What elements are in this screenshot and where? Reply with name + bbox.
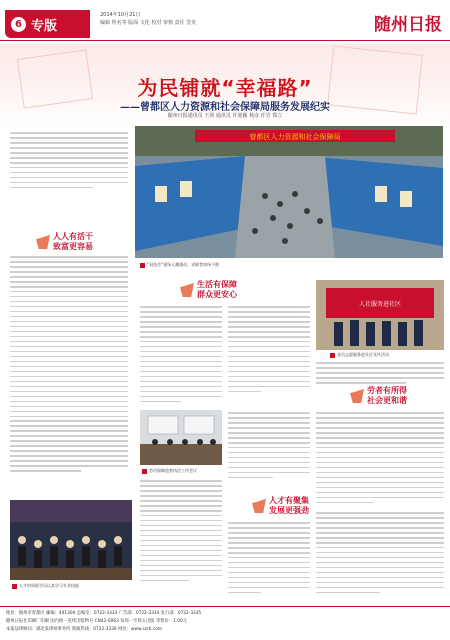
section-title: 群众更安心 [197,290,237,299]
newspaper-logo: 随州日报 [374,15,442,35]
headline: 为民铺就“幸福路” [137,76,313,100]
caption-marker [330,353,335,358]
caption-marker [12,584,17,589]
caption-marker [142,469,147,474]
footer-line-1: 地址：随州市曾都区 邮编：441300 总编室：0722-3333 广告部：0722-3334 发行部：0722-3335 [6,611,202,616]
section-2-text-col2 [228,306,310,396]
caption-text: 劳动保障监察执法工作会议 [149,468,197,473]
section-title: 人人有活干 [53,232,93,241]
section-title: 致富更容易 [53,242,93,251]
section-title: 社会更和谐 [367,396,407,405]
section-3-text-col1 [228,412,310,482]
intro-text [10,132,128,192]
photo-banner-text: 曾都区人力资源和社会保障局 [249,133,341,141]
community-service-photo [316,280,444,350]
section-icon [36,235,50,249]
section-heading-4 [252,496,309,516]
caption-text: 党员志愿服务进社区宣传活动 [337,352,389,357]
footer [0,606,450,640]
caption-text: 人才培训班学员认真学习专业技能 [19,583,79,588]
section-icon [252,499,266,513]
photo-caption [330,352,389,358]
photo-caption [12,583,79,589]
footer-line-3: 本报法律顾问：湖北某律师事务所 新闻热线：0722-3336 网址：www.szrb.com [6,627,163,632]
section-icon [180,283,194,297]
section-heading-2 [180,280,237,300]
caption-marker [140,263,145,268]
section-2-text-col1 [140,306,222,406]
section-4-text-col3 [316,512,444,597]
header-rule [0,40,450,41]
section-4-text-col1 [140,480,222,585]
section-title: 生活有保障 [197,280,237,289]
photo-caption [142,468,197,474]
banner-small-text: 人社服务进社区 [358,301,402,308]
editor-line: 编辑 姓名等 版面 文化 校对 审核 责任 签发 [100,20,197,26]
section-4-text-col2 [228,522,310,597]
section-heading-1 [36,232,93,252]
byline: 随州日报通讯员 王剑 通讯员 许迎颖 杨彦 许岩 郑立 [167,113,283,119]
subheadline: ——曾都区人力资源和社会保障局服务发展纪实 [120,102,330,113]
right-text-1 [316,362,444,387]
section-title: 人才有聚集 [269,496,309,505]
section-icon [350,389,364,403]
section-label: 专版 [31,18,58,34]
date-line: 2014年10月21日 [100,12,141,18]
section-3-text-col2 [316,412,444,507]
caption-text: “双选会”现场人潮涌动，求职者络绎不绝 [147,262,220,267]
section-tag [5,10,90,38]
section-title: 劳者有所得 [367,386,407,395]
footer-line-2: 随州日报社印刷厂印刷 国内统一连续出版物号 CN42-0063 每周一至周五出版 零售价：1.00元 [6,619,187,624]
meeting-photo [140,410,222,465]
training-photo [10,500,132,580]
section-heading-3 [350,386,407,406]
section-number: 6 [11,17,26,32]
section-1-text [10,256,128,475]
photo-caption [140,262,219,268]
section-title: 发展更强劲 [269,506,309,515]
job-fair-photo [135,126,443,258]
